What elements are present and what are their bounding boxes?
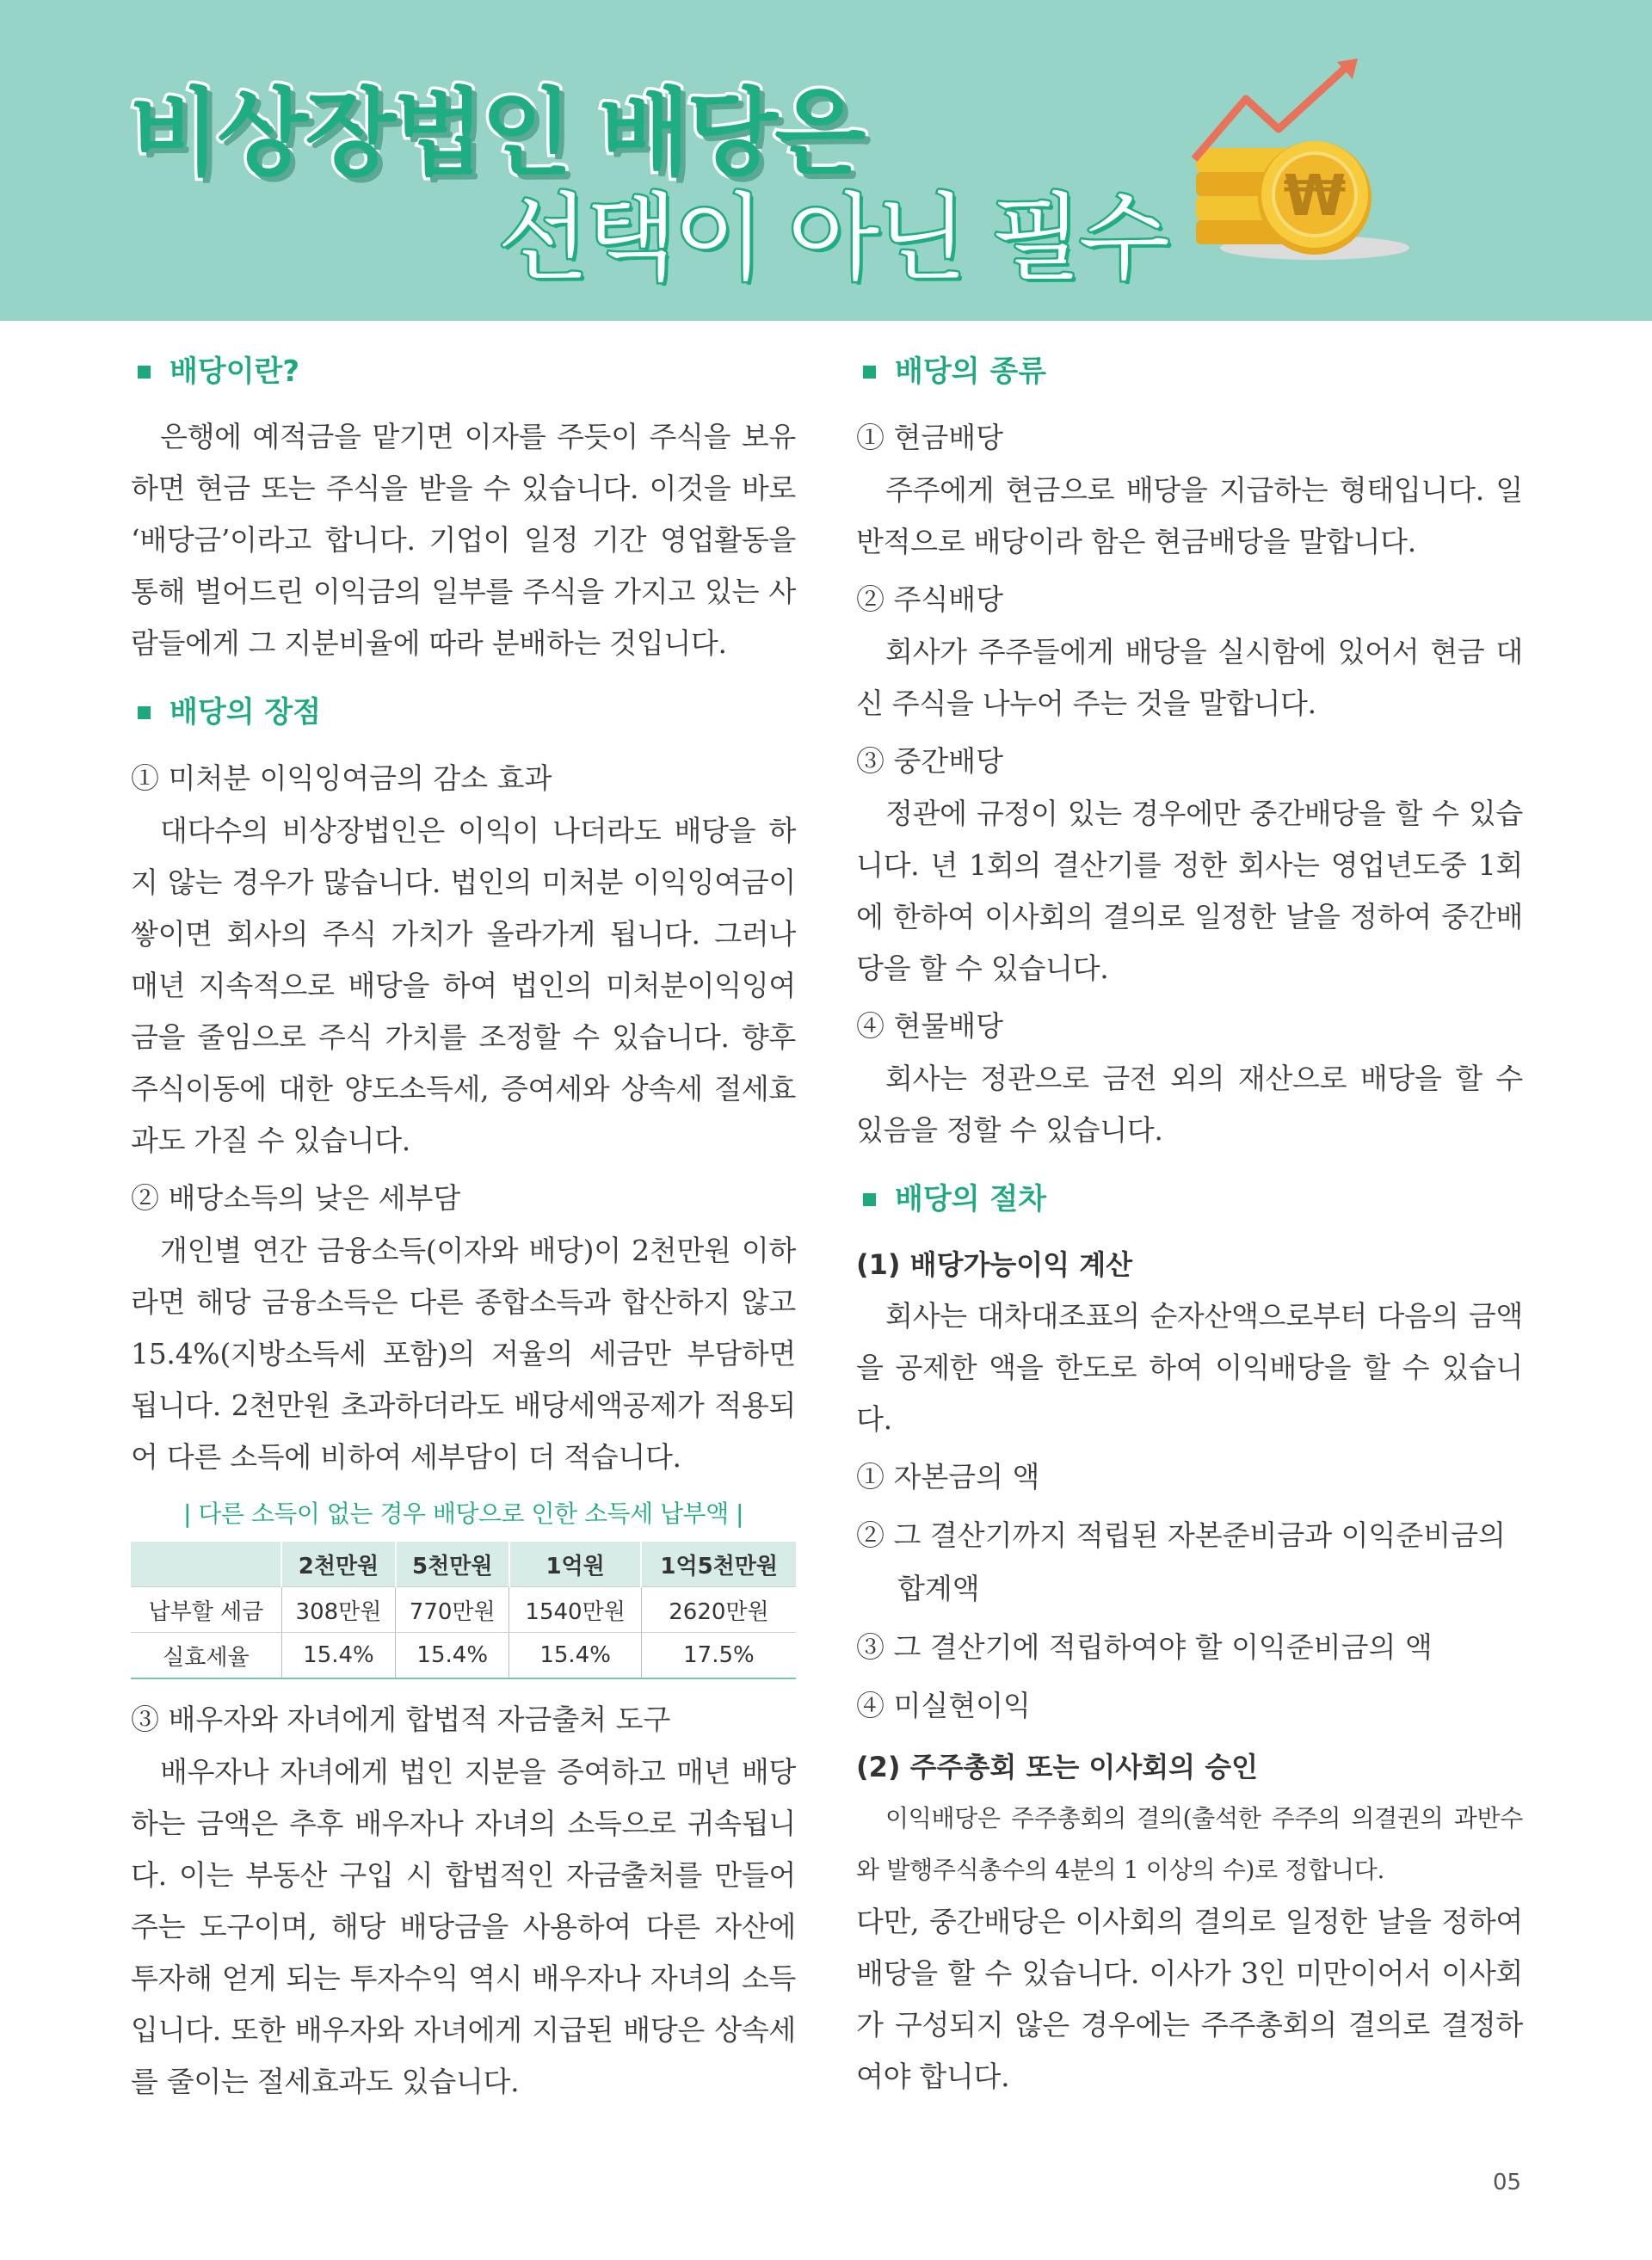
left-column xyxy=(131,353,796,2108)
section-heading-advantages: 배당의 장점 xyxy=(131,693,796,731)
table-cell: 실효세율 xyxy=(131,1633,281,1679)
type-3-title: ③ 중간배당 xyxy=(856,744,1004,778)
page-number: 05 xyxy=(1493,2170,1522,2195)
bullet-square-icon xyxy=(863,366,876,379)
table-header-cell xyxy=(131,1542,281,1587)
table-header-cell: 2천만원 xyxy=(281,1542,395,1587)
procedure-step-2-title: (2) 주주총회 또는 이사회의 승인 xyxy=(856,1751,1259,1783)
table-row xyxy=(131,1587,796,1633)
procedure-step-1-body: 회사는 대차대조표의 순자산액으로부터 다음의 금액을 공제한 액을 한도로 하여 이익배당을 할 수 있습니다. xyxy=(856,1299,1523,1436)
deduction-item: ④ 미실현이익 xyxy=(856,1689,1031,1722)
table-cell: 17.5% xyxy=(641,1633,796,1679)
table-cell: 15.4% xyxy=(396,1633,509,1679)
advantage-3-body: 배우자나 자녀에게 법인 지분을 증여하고 매년 배당하는 금액은 추후 배우자나 자녀의 소득으로 귀속됩니다. 이는 부동산 구입 시 합법적인 자금출처를 만들어 주는 도구이며, 해당 배당금을 사용하여 다른 자산에 투자해 얻게 되는 투자수익 역시 배우자나 자녀의 소득입니다. 또한 배우자와 자녀에게 지급된 배당은 상속세를 줄이는 절세효과도 있습니다. xyxy=(131,1755,796,2098)
dividend-definition-text: 은행에 예적금을 맡기면 이자를 주듯이 주식을 보유하면 현금 또는 주식을 받을 수 있습니다. 이것을 바로 ‘배당금’이라고 합니다. 기업이 일정 기간 영업활동을 통해 벌어드린 이익금의 일부를 주식을 가지고 있는 사람들에게 그 지분비율에 따라 분배하는 것입니다. xyxy=(131,420,796,660)
table-cell: 1540만원 xyxy=(509,1587,642,1633)
type-2-title: ② 주식배당 xyxy=(856,582,1004,616)
table-cell: 770만원 xyxy=(396,1587,509,1633)
table-header-cell: 1억원 xyxy=(509,1542,642,1587)
dividend-tax-table xyxy=(131,1542,796,1679)
type-4-body: 회사는 정관으로 금전 외의 재산으로 배당을 할 수 있음을 정할 수 있습니다. xyxy=(856,1062,1523,1147)
section-heading-procedure: 배당의 절차 xyxy=(856,1180,1523,1218)
table-cell: 15.4% xyxy=(509,1633,642,1679)
table-cell: 15.4% xyxy=(281,1633,395,1679)
deduction-item: ③ 그 결산기에 적립하여야 할 이익준비금의 액 xyxy=(856,1630,1433,1664)
table-header-cell: 1억5천만원 xyxy=(641,1542,796,1587)
deduction-item: ② 그 결산기까지 적립된 자본준비금과 이익준비금의 합계액 xyxy=(856,1518,1506,1605)
advantage-3-title: ③ 배우자와 자녀에게 합법적 자금출처 도구 xyxy=(131,1703,671,1736)
table-cell: 2620만원 xyxy=(641,1587,796,1633)
advantage-1-body: 대다수의 비상장법인은 이익이 나더라도 배당을 하지 않는 경우가 많습니다. 법인의 미처분 이익잉여금이 쌓이면 회사의 주식 가치가 올라가게 됩니다. 그러나 매년 지속적으로 배당을 하여 법인의 미처분이익잉여금을 줄임으로 주식 가치를 조정할 수 있습니다. 향후 주식이동에 대한 양도소득세, 증여세와 상속세 절세효과도 가질 수 있습니다. xyxy=(131,814,796,1157)
section-heading-dividend-types: 배당의 종류 xyxy=(856,353,1523,391)
advantage-2-body: 개인별 연간 금융소득(이자와 배당)이 2천만원 이하라면 해당 금융소득은 다른 종합소득과 합산하지 않고 15.4%(지방소득세 포함)의 저율의 세금만 부담하면 됩니다. 2천만원 초과하더라도 배당세액공제가 적용되어 다른 소득에 비하여 세부담이 더 적습니다. xyxy=(131,1234,796,1474)
won-coin-growth-chart-icon xyxy=(1177,52,1409,275)
svg-text:₩: ₩ xyxy=(1283,163,1347,229)
header-banner xyxy=(0,0,1652,321)
advantage-2-title: ② 배당소득의 낮은 세부담 xyxy=(131,1181,461,1215)
type-4-title: ④ 현물배당 xyxy=(856,1009,1004,1043)
procedure-step-2-body-a: 이익배당은 주주총회의 결의(출석한 주주의 의결권의 과반수와 발행주식총수의 4분의 1 이상의 수)로 정합니다. xyxy=(856,1804,1523,1884)
right-column xyxy=(856,353,1523,2103)
bullet-square-icon xyxy=(138,366,151,379)
section-heading-what-is-dividend: 배당이란? xyxy=(131,353,796,391)
deduction-item: ① 자본금의 액 xyxy=(856,1460,1040,1493)
table-header-row xyxy=(131,1542,796,1587)
type-3-body: 정관에 규정이 있는 경우에만 중간배당을 할 수 있습니다. 년 1회의 결산기를 정한 회사는 영업년도중 1회에 한하여 이사회의 결의로 일정한 날을 정하여 중간배당을 할 수 있습니다. xyxy=(856,797,1523,985)
procedure-step-2-body-b: 다만, 중간배당은 이사회의 결의로 일정한 날을 정하여 배당을 할 수 있습니다. 이사가 3인 미만이어서 이사회가 구성되지 않은 경우에는 주주총회의 결의로 결정하여야 합니다. xyxy=(856,1905,1523,2093)
advantage-1-title: ① 미처분 이익잉여금의 감소 효과 xyxy=(131,761,552,795)
type-2-body: 회사가 주주들에게 배당을 실시함에 있어서 현금 대신 주식을 나누어 주는 것을 말합니다. xyxy=(856,635,1523,720)
table-cell: 308만원 xyxy=(281,1587,395,1633)
page-title-line1: 비상장법인 배당은 xyxy=(129,78,863,188)
type-1-body: 주주에게 현금으로 배당을 지급하는 형태입니다. 일반적으로 배당이라 함은 현금배당을 말합니다. xyxy=(856,473,1523,558)
table-header-cell: 5천만원 xyxy=(396,1542,509,1587)
table-caption: | 다른 소득이 없는 경우 배당으로 인한 소득세 납부액 | xyxy=(183,1499,743,1528)
type-1-title: ① 현금배당 xyxy=(856,421,1004,454)
procedure-step-1-title: (1) 배당가능이익 계산 xyxy=(856,1248,1133,1281)
bullet-square-icon xyxy=(863,1193,876,1206)
bullet-square-icon xyxy=(138,706,151,719)
page-title-line2: 선택이 아닌 필수 xyxy=(497,183,1167,293)
table-cell: 납부할 세금 xyxy=(131,1587,281,1633)
table-row xyxy=(131,1633,796,1679)
